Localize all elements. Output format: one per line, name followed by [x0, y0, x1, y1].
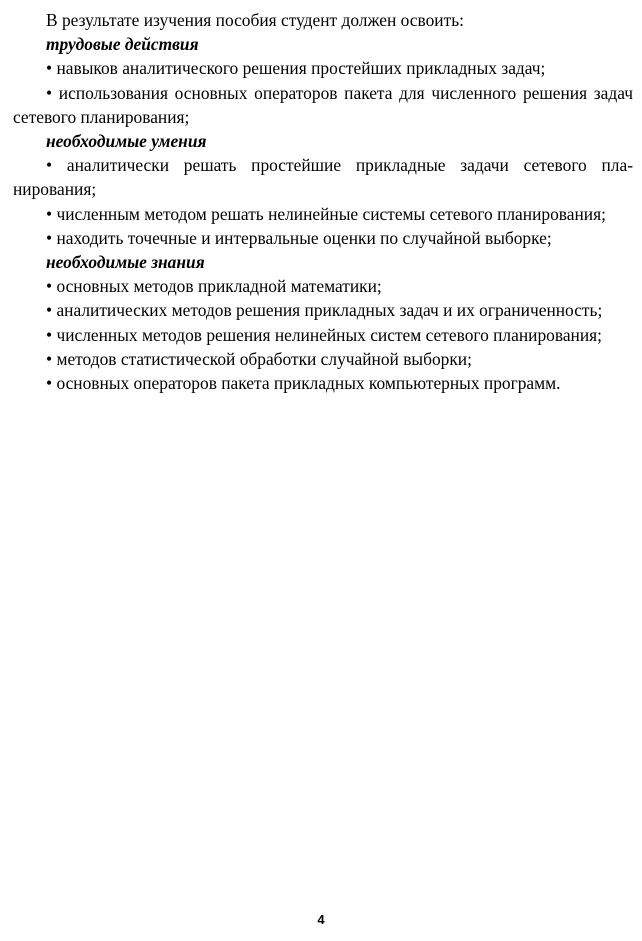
list-item: [13, 56, 633, 80]
page-number: 4: [317, 912, 325, 927]
list-item-text: навыков аналитического решения простейших прикладных задач;: [56, 58, 546, 79]
list-item-text: основных методов прикладной математики;: [56, 276, 382, 297]
list-item: [13, 323, 633, 347]
list-item-text: аналитических методов решения прикладных задач и их ограниченность;: [56, 300, 603, 321]
bullet-icon: •: [46, 300, 53, 321]
bullet-icon: •: [46, 373, 53, 394]
list-item: [13, 347, 633, 371]
list-item: [13, 298, 633, 322]
bullet-icon: •: [46, 203, 53, 224]
list-item: [13, 81, 633, 129]
bullet-icon: •: [46, 58, 53, 79]
section-heading-labor-actions: трудовые действия: [46, 34, 199, 55]
list-item: [13, 371, 633, 395]
list-item: [13, 274, 633, 298]
list-item: [13, 226, 633, 250]
bullet-icon: •: [46, 82, 53, 103]
bullet-icon: •: [46, 348, 53, 369]
list-item: [13, 202, 633, 226]
bullet-icon: •: [46, 276, 53, 297]
list-item-text: находить точечные и интервальные оценки по случайной выборке;: [56, 227, 552, 248]
list-item-text: численных методов решения нелинейных систем сетевого планирования;: [56, 324, 602, 345]
list-item-text: численным методом решать нелинейные системы сетевого планирования;: [56, 203, 606, 224]
bullet-icon: •: [46, 155, 53, 176]
bullet-icon: •: [46, 324, 53, 345]
section-heading-required-skills: необходимые умения: [46, 131, 207, 152]
list-item-text: аналитически решать простейшие прикладные задачи сетевого планирования;: [13, 155, 633, 200]
page-body: [13, 8, 633, 395]
list-item-text: основных операторов пакета прикладных компьютерных программ.: [56, 373, 561, 394]
section-heading-required-knowledge: необходимые знания: [46, 252, 205, 273]
list-item-text: методов статистической обработки случайной выборки;: [56, 348, 472, 369]
bullet-icon: •: [46, 227, 53, 248]
list-item-text: использования основных операторов пакета для численного решения задач сетевого планирования;: [13, 82, 633, 127]
list-item: [13, 153, 633, 201]
intro-paragraph: В результате изучения пособия студент должен освоить:: [46, 10, 464, 30]
